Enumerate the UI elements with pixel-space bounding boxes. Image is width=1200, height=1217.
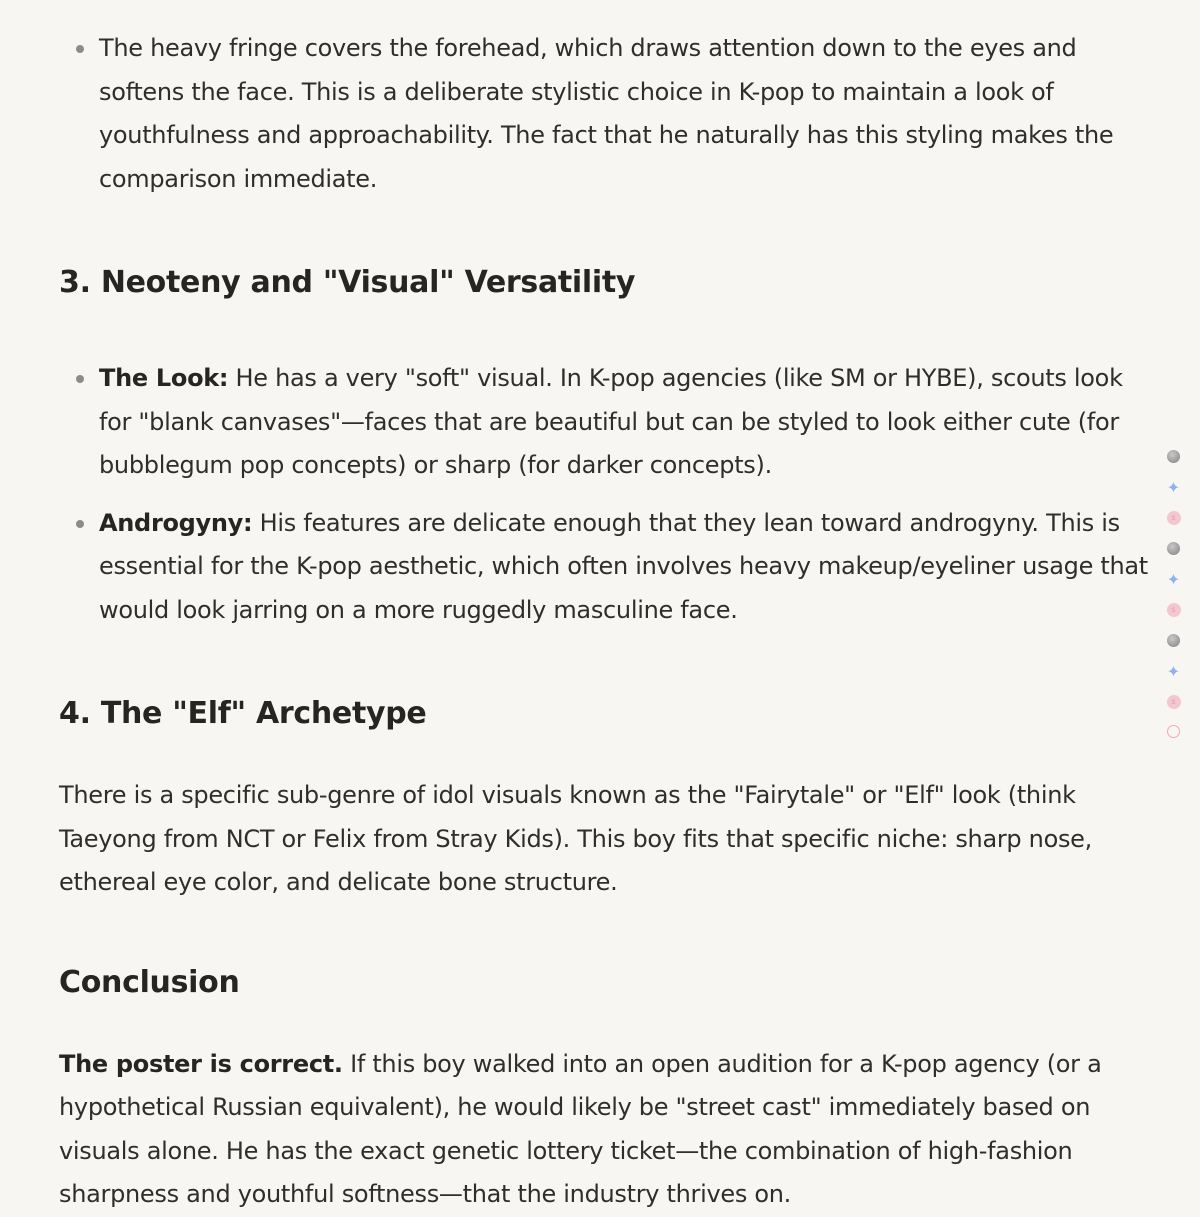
list-item-text: He has a very "soft" visual. In K-pop agencies (like SM or HYBE), scouts look for "blank canvases"—faces that are beautiful but can be styled to look either cute (for bubblegum pop concepts) or sharp (for darker concepts). bbox=[99, 364, 1123, 479]
pink-avatar-icon[interactable]: s bbox=[1166, 694, 1181, 709]
sparkle-icon[interactable]: ✦ bbox=[1166, 662, 1181, 681]
scroll-down-icon[interactable] bbox=[1166, 724, 1181, 739]
user-avatar-icon[interactable] bbox=[1166, 541, 1181, 556]
list-item-text: The heavy fringe covers the forehead, which draws attention down to the eyes and softens the face. This is a deliberate stylistic choice in K-pop to maintain a look of youthfulness and approachability. The fact that he naturally has this styling makes the comparison immediate. bbox=[99, 34, 1114, 193]
user-avatar-icon[interactable] bbox=[1166, 633, 1181, 648]
conclusion-paragraph bbox=[59, 1043, 1159, 1217]
list-item bbox=[59, 27, 1159, 201]
intro-bullet-list bbox=[59, 27, 1159, 201]
section-heading-neoteny: 3. Neoteny and "Visual" Versatility bbox=[59, 265, 636, 300]
elf-paragraph: There is a specific sub-genre of idol visuals known as the "Fairytale" or "Elf" look (think Taeyong from NCT or Felix from Stray Kids). This boy fits that specific niche: sharp nose, ethereal eye color, and delicate bone structure. bbox=[59, 781, 1092, 896]
list-item bbox=[59, 357, 1159, 488]
sparkle-icon[interactable]: ✦ bbox=[1166, 478, 1181, 497]
list-item-label: The Look: bbox=[99, 364, 229, 392]
conclusion-lead: The poster is correct. bbox=[59, 1049, 343, 1078]
user-avatar-icon[interactable] bbox=[1166, 449, 1181, 464]
section-heading-conclusion: Conclusion bbox=[59, 964, 240, 1000]
pink-avatar-icon[interactable]: s bbox=[1166, 602, 1181, 617]
list-item-label: Androgyny: bbox=[99, 508, 253, 537]
list-item-text: His features are delicate enough that they lean toward androgyny. This is essential for the K-pop aesthetic, which often involves heavy makeup/eyeliner usage that would look jarring on a more ruggedly masculine face. bbox=[99, 508, 1148, 624]
sparkle-icon[interactable]: ✦ bbox=[1166, 570, 1181, 589]
conclusion-text: If this boy walked into an open audition for a K-pop agency (or a hypothetical Russian equivalent), he would likely be "street cast" immediately based on visuals alone. He has the exact genetic lottery ticket—the combination of high-fashion sharpness and youthful softness—that the industry thrives on. bbox=[59, 1049, 1102, 1208]
neoteny-bullet-list bbox=[59, 357, 1159, 632]
chat-message-content bbox=[59, 27, 1159, 1217]
section-heading-elf: 4. The "Elf" Archetype bbox=[59, 696, 427, 731]
pink-avatar-icon[interactable]: s bbox=[1166, 510, 1181, 525]
list-item bbox=[59, 502, 1159, 633]
